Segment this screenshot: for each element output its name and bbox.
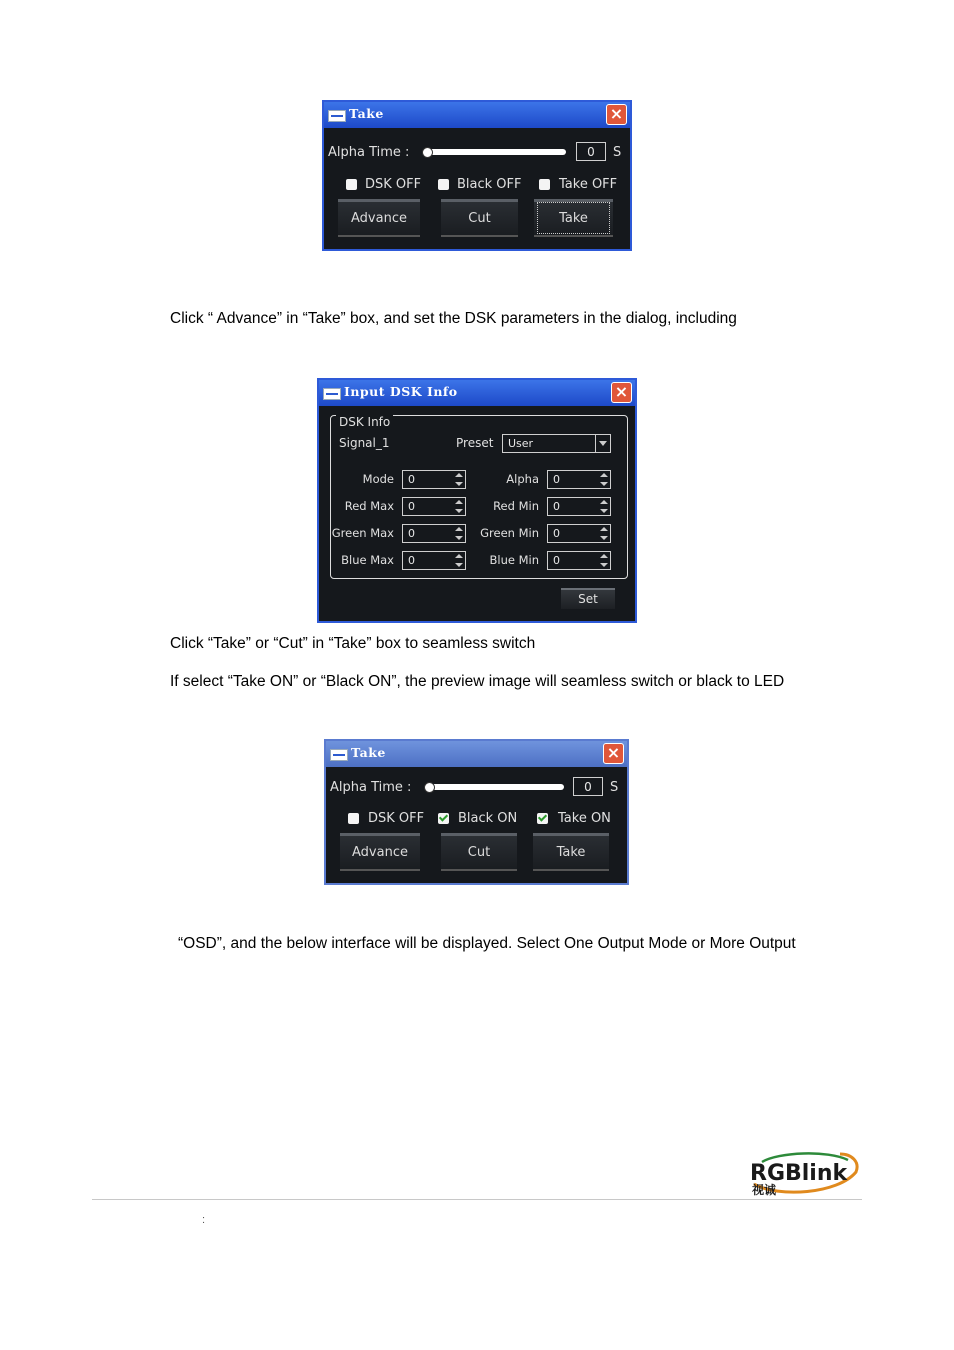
preset-value: User	[508, 437, 534, 450]
preset-select[interactable]	[502, 434, 611, 453]
cut-button[interactable]: Cut	[441, 833, 517, 871]
black-label: Black OFF	[457, 177, 522, 192]
take-checkbox[interactable]	[539, 179, 550, 190]
dialog-title: Input DSK Info	[344, 384, 458, 399]
group-title: DSK Info	[336, 415, 393, 429]
alpha-label: Alpha	[506, 472, 539, 486]
paragraph: “OSD”, and the below interface will be displayed. Select One Output Mode or More Output	[178, 935, 796, 952]
blue-max-label: Blue Max	[341, 553, 394, 567]
rgblink-logo	[748, 1150, 860, 1198]
footer-colon: :	[202, 1214, 206, 1226]
paragraph: Click “Take” or “Cut” in “Take” box to seamless switch	[170, 635, 536, 652]
dsk-checkbox[interactable]	[348, 813, 359, 824]
signal-label: Signal_1	[339, 436, 390, 450]
dialog-title: Take	[349, 106, 384, 121]
svg-text:视诚: 视诚	[752, 1183, 777, 1197]
preset-label: Preset	[456, 436, 494, 450]
green-min-label: Green Min	[480, 526, 539, 540]
take-label: Take OFF	[559, 177, 618, 192]
paragraph: If select “Take ON” or “Black ON”, the preview image will seamless switch or black to LED	[170, 673, 785, 690]
dsk-label: DSK OFF	[368, 811, 425, 826]
cut-button[interactable]: Cut	[441, 199, 518, 237]
app-icon	[330, 749, 348, 761]
close-icon[interactable]: ×	[603, 743, 624, 764]
alpha-unit: S	[610, 780, 619, 795]
take-button[interactable]: Take	[533, 833, 609, 871]
green-max-spinbox[interactable]: 0	[402, 524, 466, 543]
alpha-time-slider[interactable]	[424, 149, 566, 155]
alpha-spinbox[interactable]: 0	[547, 470, 611, 489]
close-icon[interactable]: ×	[606, 104, 627, 125]
blue-min-label: Blue Min	[489, 553, 539, 567]
green-min-spinbox[interactable]: 0	[547, 524, 611, 543]
alpha-time-label: Alpha Time :	[328, 145, 410, 160]
app-icon	[328, 110, 346, 122]
title-bar	[326, 741, 627, 767]
alpha-time-label: Alpha Time :	[330, 780, 412, 795]
dsk-checkbox[interactable]	[346, 179, 357, 190]
take-dialog	[322, 100, 632, 251]
red-min-spinbox[interactable]: 0	[547, 497, 611, 516]
close-icon[interactable]: ×	[611, 382, 632, 403]
blue-min-spinbox[interactable]: 0	[547, 551, 611, 570]
black-checkbox[interactable]	[438, 179, 449, 190]
svg-text:RGBlink: RGBlink	[750, 1161, 848, 1186]
title-bar	[324, 102, 630, 128]
take-button[interactable]: Take	[534, 199, 613, 237]
advance-button[interactable]: Advance	[340, 833, 420, 871]
black-label: Black ON	[458, 811, 518, 826]
red-max-spinbox[interactable]: 0	[402, 497, 466, 516]
alpha-time-slider[interactable]	[426, 784, 564, 790]
red-min-label: Red Min	[493, 499, 539, 513]
mode-label: Mode	[362, 472, 394, 486]
take-label: Take ON	[558, 811, 611, 826]
slider-handle[interactable]	[424, 782, 435, 793]
mode-spinbox[interactable]: 0	[402, 470, 466, 489]
black-checkbox[interactable]	[438, 813, 449, 824]
slider-handle[interactable]	[422, 147, 433, 158]
take-dialog	[324, 739, 629, 885]
set-button[interactable]: Set	[561, 588, 615, 609]
dsk-label: DSK OFF	[365, 177, 422, 192]
alpha-time-input[interactable]: 0	[576, 142, 606, 161]
blue-max-spinbox[interactable]: 0	[402, 551, 466, 570]
title-bar	[319, 380, 635, 406]
alpha-time-input[interactable]: 0	[573, 777, 603, 796]
advance-button[interactable]: Advance	[338, 199, 420, 237]
chevron-down-icon[interactable]	[595, 435, 610, 452]
footer-divider	[92, 1199, 862, 1200]
red-max-label: Red Max	[344, 499, 394, 513]
logo-graphic	[748, 1150, 860, 1198]
dialog-title: Take	[351, 745, 386, 760]
dsk-info-dialog	[317, 378, 637, 623]
green-max-label: Green Max	[331, 526, 394, 540]
alpha-unit: S	[613, 145, 622, 160]
paragraph: Click “ Advance” in “Take” box, and set the DSK parameters in the dialog, including	[170, 310, 737, 327]
take-checkbox[interactable]	[537, 813, 548, 824]
app-icon	[323, 388, 341, 400]
